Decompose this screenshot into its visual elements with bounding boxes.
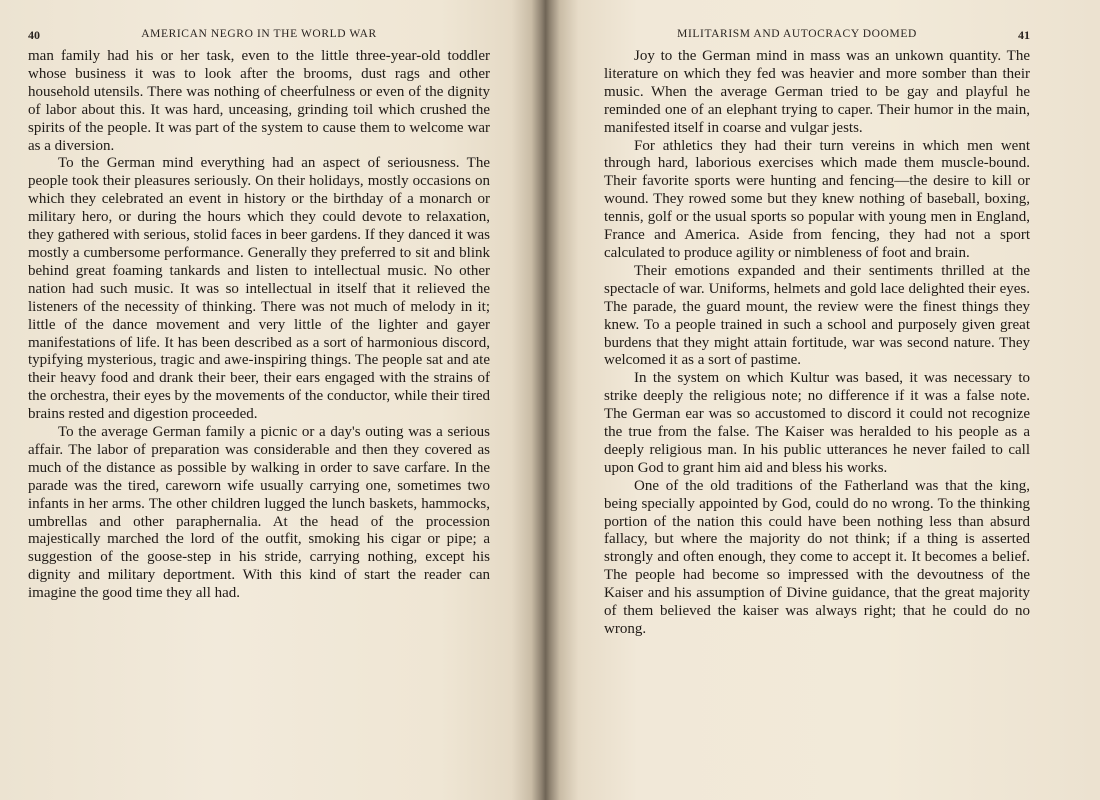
right-body-text: [604, 48, 1030, 639]
left-body-text: [28, 48, 490, 603]
right-chapter-title: MILITARISM AND AUTOCRACY DOOMED: [677, 28, 917, 40]
paragraph: For athletics they had their turn vereins in which men went through hard, laborious exercises which made them muscle-bound. Their favorite sports were hunting and fencing—the desire to kill or wound. They rowed some but they knew nothing of baseball, boxing, tennis, golf or the usual sports so popular with young men in England, France and America. Aside from fencing, they had not a sport calculated to produce agility or nimbleness of foot and brain.: [604, 137, 1030, 261]
left-running-head: [28, 24, 490, 44]
paragraph: In the system on which Kultur was based, it was necessary to strike deeply the religious note; no difference if it was a false note. The German ear was so accustomed to discord it could not recognize the true from the false. The Kaiser was heralded to his people as a deeply religious man. In his public utterances he never failed to call upon God to grant him aid and bless his works.: [604, 370, 1030, 476]
paragraph: Their emotions expanded and their sentiments thrilled at the spectacle of war. Uniforms, helmets and gold lace delighted their eyes. The parade, the guard mount, the review were the finest things they knew. To a people trained in such a school and purposely given great burdens that they might attain fortitude, war was second nature. They welcomed it as a sort of pastime.: [604, 262, 1030, 369]
left-chapter-title: AMERICAN NEGRO IN THE WORLD WAR: [141, 28, 377, 40]
paragraph: man family had his or her task, even to the little three-year-old toddler whose business it was to look after the brooms, dust rags and other household utensils. There was nothing of cheerfulness or even of the dignity of labor about this. It was hard, unceasing, grinding toil which crushed the spirits of the people. It was part of the system to cause them to welcome war as a diversion.: [28, 48, 490, 154]
right-page: [604, 24, 1030, 639]
left-page: [28, 24, 490, 603]
right-page-number: 41: [1018, 28, 1030, 42]
paragraph: To the average German family a picnic or a day's outing was a serious affair. The labor of preparation was considerable and then they covered as much of the distance as possible by walking in order to save carfare. In the parade was the tired, careworn wife usually carrying one, sometimes two infants in her arms. The other children lugged the lunch baskets, hammocks, umbrellas and other paraphernalia. At the head of the procession majestically marched the lord of the outfit, smoking his cigar or pipe; a suggestion of the goose-step in his stride, carrying nothing, except his dignity and military deportment. With this kind of start the reader can imagine the good time they all had.: [28, 424, 490, 602]
right-running-head: [604, 24, 1030, 44]
paragraph: One of the old traditions of the Fatherland was that the king, being specially appointed by God, could do no wrong. To the thinking portion of the nation this could have been nothing less than absurd fallacy, but where the majority do not think; if a thing is asserted strongly and often enough, they come to accept it. It becomes a belief. The people had become so impressed with the devoutness of the Kaiser and his assumption of Divine guidance, that the great majority of them believed the kaiser was always right; that he could do no wrong.: [604, 477, 1030, 637]
left-page-number: 40: [28, 28, 40, 42]
paragraph: To the German mind everything had an aspect of seriousness. The people took their pleasures seriously. On their holidays, mostly occasions on which they celebrated an event in history or the birthday of a monarch or military hero, or during the hours which they could devote to relaxation, they gathered with serious, stolid faces in beer gardens. If they danced it was mostly a cumbersome performance. Generally they preferred to sit and blink behind great foaming tankards and listen to intellectual music. No other nation had such music. It was so intellectual in itself that it relieved the listeners of the necessity of thinking. There was not much of melody in it; little of the dance movement and very little of the lighter and gayer manifestations of life. It has been described as a sort of harmonious discord, typifying mysterious, tragic and awe-inspiring things. The people sat and ate their heavy food and drank their beer, their ears engaged with the strains of the orchestra, their eyes by the movements of the conductor, while their tired brains rested and digestion proceeded.: [28, 155, 490, 423]
paragraph: Joy to the German mind in mass was an unkown quantity. The literature on which they fed was heavier and more somber than their music. When the average German tried to be gay and playful he reminded one of an elephant trying to caper. Their humor in the main, manifested itself in coarse and vulgar jests.: [604, 48, 1030, 136]
